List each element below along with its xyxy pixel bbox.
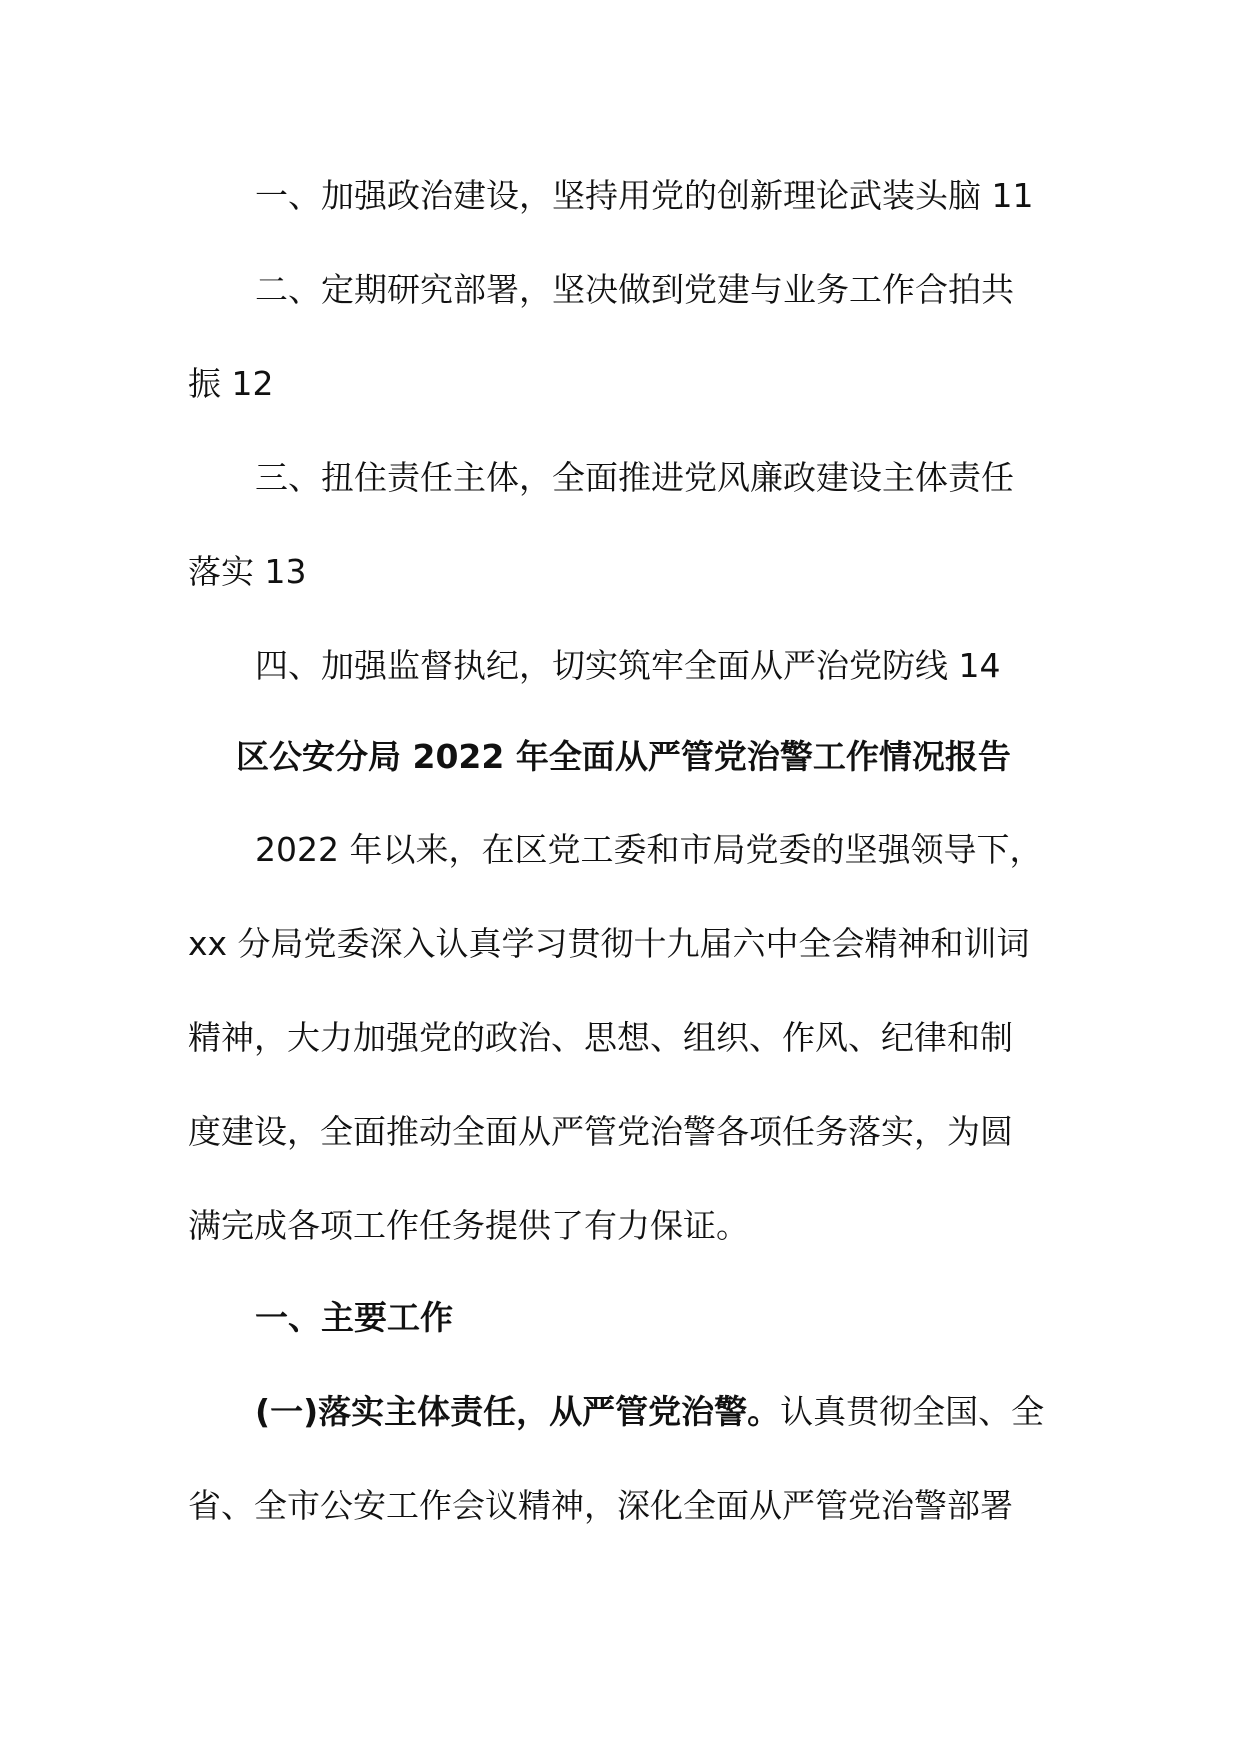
section-1-heading: 一、主要工作 — [255, 1298, 453, 1337]
intro-line-4: 度建设，全面推动全面从严管党治警各项任务落实，为圆 — [188, 1112, 1013, 1151]
toc-item-1[interactable]: 一、加强政治建设，坚持用党的创新理论武装头脑 11 — [255, 176, 1034, 215]
subsection-1-heading: (一)落实主体责任，从严管党治警。 — [255, 1392, 781, 1431]
toc-item-3-line-2[interactable]: 落实 13 — [188, 552, 307, 591]
intro-line-2: xx 分局党委深入认真学习贯彻十九届六中全会精神和训词 — [188, 924, 1030, 963]
toc-item-4[interactable]: 四、加强监督执纪，切实筑牢全面从严治党防线 14 — [255, 646, 1001, 685]
subsection-1-text-start: 认真贯彻全国、全 — [780, 1392, 1045, 1431]
intro-line-5: 满完成各项工作任务提供了有力保证。 — [188, 1206, 749, 1245]
toc-item-2-line-2[interactable]: 振 12 — [188, 364, 274, 403]
report-title: 区公安分局 2022 年全面从严管党治警工作情况报告 — [236, 737, 1011, 776]
toc-item-3-line-1[interactable]: 三、扭住责任主体，全面推进党风廉政建设主体责任 — [255, 458, 1014, 497]
toc-item-2-line-1[interactable]: 二、定期研究部署，坚决做到党建与业务工作合拍共 — [255, 270, 1014, 309]
subsection-1-line-2: 省、全市公安工作会议精神，深化全面从严管党治警部署 — [188, 1486, 1013, 1525]
intro-line-3: 精神，大力加强党的政治、思想、组织、作风、纪律和制 — [188, 1018, 1013, 1057]
intro-line-1: 2022 年以来，在区党工委和市局党委的坚强领导下， — [255, 830, 1043, 869]
subsection-1-line-1 — [255, 1390, 1044, 1434]
